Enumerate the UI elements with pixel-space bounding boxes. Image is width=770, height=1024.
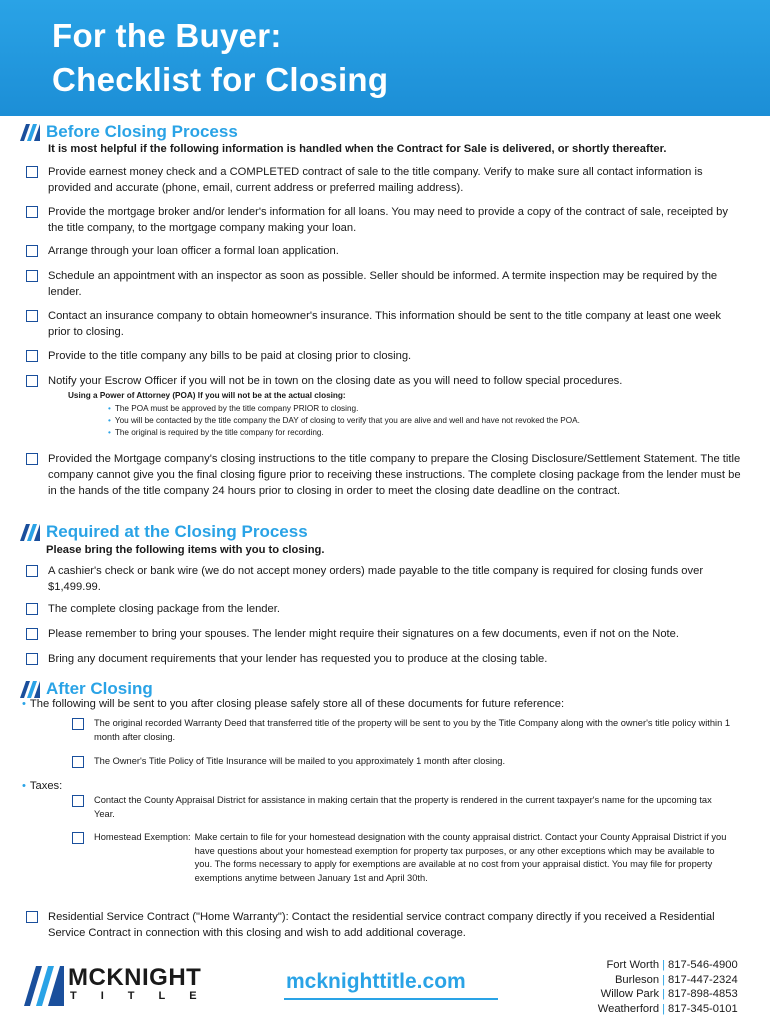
checkbox[interactable] <box>26 166 38 178</box>
office-list <box>598 958 740 1016</box>
checkbox[interactable] <box>26 628 38 640</box>
page-header <box>0 0 770 116</box>
section-title-text: Before Closing Process <box>46 122 238 141</box>
tax-item: Contact the County Appraisal District for assistance in making certain that the property is rendered in the current taxpayer's name for the upcoming tax Year. <box>72 794 732 821</box>
checkbox[interactable] <box>72 756 84 768</box>
checklist-item: Contact an insurance company to obtain homeowner's insurance. This information should be sent to the title company at least one week prior to closing. <box>26 308 746 340</box>
checkbox[interactable] <box>26 245 38 257</box>
section-title-text: Required at the Closing Process <box>46 522 308 541</box>
checkbox[interactable] <box>72 795 84 807</box>
office-row: Burleson | 817-447-2324 <box>614 973 738 986</box>
logo-wordmark: MCKNIGHT <box>68 964 202 991</box>
section-title-text: After Closing <box>46 679 153 698</box>
section-title-after <box>20 678 153 700</box>
checkbox[interactable] <box>26 350 38 362</box>
list-item: • The POA must be approved by the title company PRIOR to closing. <box>116 403 580 415</box>
checklist-item: Notify your Escrow Officer if you will not be in town on the closing date as you will need to follow special procedures. <box>26 373 746 389</box>
document-item: The Owner's Title Policy of Title Insurance will be mailed to you approximately 1 month after closing. <box>72 755 732 769</box>
checkbox[interactable] <box>26 911 38 923</box>
mcknight-logo-icon <box>24 966 64 1006</box>
section-title-required <box>20 521 308 543</box>
checkbox[interactable] <box>26 375 38 387</box>
checklist-item: Provide the mortgage broker and/or lender's information for all loans. You may need to provide a copy of the contract of sale, receipted by the title company, to the mortgage company making your loan. <box>26 204 746 236</box>
checkbox[interactable] <box>26 565 38 577</box>
office-row: Willow Park | 817-898-4853 <box>600 988 738 1000</box>
poa-list <box>116 403 580 439</box>
page-title-line2: Checklist for Closing <box>52 61 389 98</box>
required-intro: Please bring the following items with you to closing. <box>46 544 325 556</box>
section-title-before-closing <box>20 121 238 143</box>
homestead-label: Homestead Exemption: <box>94 832 191 842</box>
checklist-item: Residential Service Contract ("Home Warranty"): Contact the residential service contract company directly if you received a Residential Service Contract in connection with this closing and wish to add additional coverage. <box>26 909 746 941</box>
checklist-item: Arrange through your loan officer a formal loan application. <box>26 243 746 259</box>
poa-heading: Using a Power of Attorney (POA) If you will not be at the actual closing: <box>68 391 346 400</box>
checkbox[interactable] <box>26 453 38 465</box>
logo-subword: TITLE <box>70 990 221 1002</box>
checkbox[interactable] <box>26 653 38 665</box>
list-item: • The original is required by the title company for recording. <box>116 427 580 439</box>
checkbox[interactable] <box>26 270 38 282</box>
after-bullet-taxes: • Taxes: <box>22 780 63 792</box>
company-logo <box>24 964 221 1006</box>
checklist-item: Provide earnest money check and a COMPLETED contract of sale to the title company. Verify to make sure all contact information is provided and accurate (phone, email, current address or preferred mailing address). <box>26 164 746 196</box>
after-bullet-documents: • The following will be sent to you after closing please safely store all of these documents for future reference: <box>22 698 565 710</box>
checkbox[interactable] <box>72 832 84 844</box>
page-title-line1: For the Buyer: <box>52 17 282 54</box>
checkbox[interactable] <box>26 310 38 322</box>
before-intro: It is most helpful if the following information is handled when the Contract for Sale is delivered, or shortly thereafter. <box>48 143 667 155</box>
checklist-item: Bring any document requirements that your lender has requested you to produce at the closing table. <box>26 651 746 667</box>
checkbox[interactable] <box>26 603 38 615</box>
mcknight-logo-icon <box>20 524 40 541</box>
checklist-item: Provide to the title company any bills to be paid at closing prior to closing. <box>26 348 746 364</box>
checklist-item: Schedule an appointment with an inspector as soon as possible. Seller should be informed. A termite inspection may be required by the lender. <box>26 268 746 300</box>
website-link[interactable]: mcknighttitle.com <box>286 970 466 993</box>
checklist-item: Please remember to bring your spouses. The lender might require their signatures on a few documents, even if not on the Note. <box>26 626 746 642</box>
checklist-item: The complete closing package from the lender. <box>26 601 746 617</box>
checkbox[interactable] <box>26 206 38 218</box>
homestead-item: Homestead Exemption: Make certain to file for your homestead designation with the county appraisal district. Contact your County Appraisal District if you have questions about your homestead exemption for property tax purposes, or any other exceptions which may be available to you. The forms necessary to apply for exemptions are available at no cost from your appraisal distict. You may file for property exemptions anytime between January 1st and April 30th. <box>72 831 732 885</box>
mcknight-logo-icon <box>20 124 40 141</box>
checkbox[interactable] <box>72 718 84 730</box>
url-underline <box>284 998 498 1000</box>
office-row: Weatherford | 817-345-0101 <box>597 1002 738 1015</box>
list-item: • You will be contacted by the title company the DAY of closing to verify that you are alive and well and have not revoked the POA. <box>116 415 580 427</box>
office-row: Fort Worth | 817-546-4900 <box>606 959 738 971</box>
mcknight-logo-icon <box>20 681 40 698</box>
document-item: The original recorded Warranty Deed that transferred title of the property will be sent to you by the Title Company along with the owner's title policy within 1 month after closing. <box>72 717 732 744</box>
checklist-item: A cashier's check or bank wire (we do not accept money orders) made payable to the title company is required for closing funds over $1,499.99. <box>26 563 746 595</box>
checklist-item: Provided the Mortgage company's closing instructions to the title company to prepare the Closing Disclosure/Settlement Statement. The title company cannot give you the final closing figure prior to receiving these instructions. The complete closing package from the lender must be in the hands of the title company 24 hours prior to closing in order to meet the closing date deadline on the contract. <box>26 451 746 499</box>
